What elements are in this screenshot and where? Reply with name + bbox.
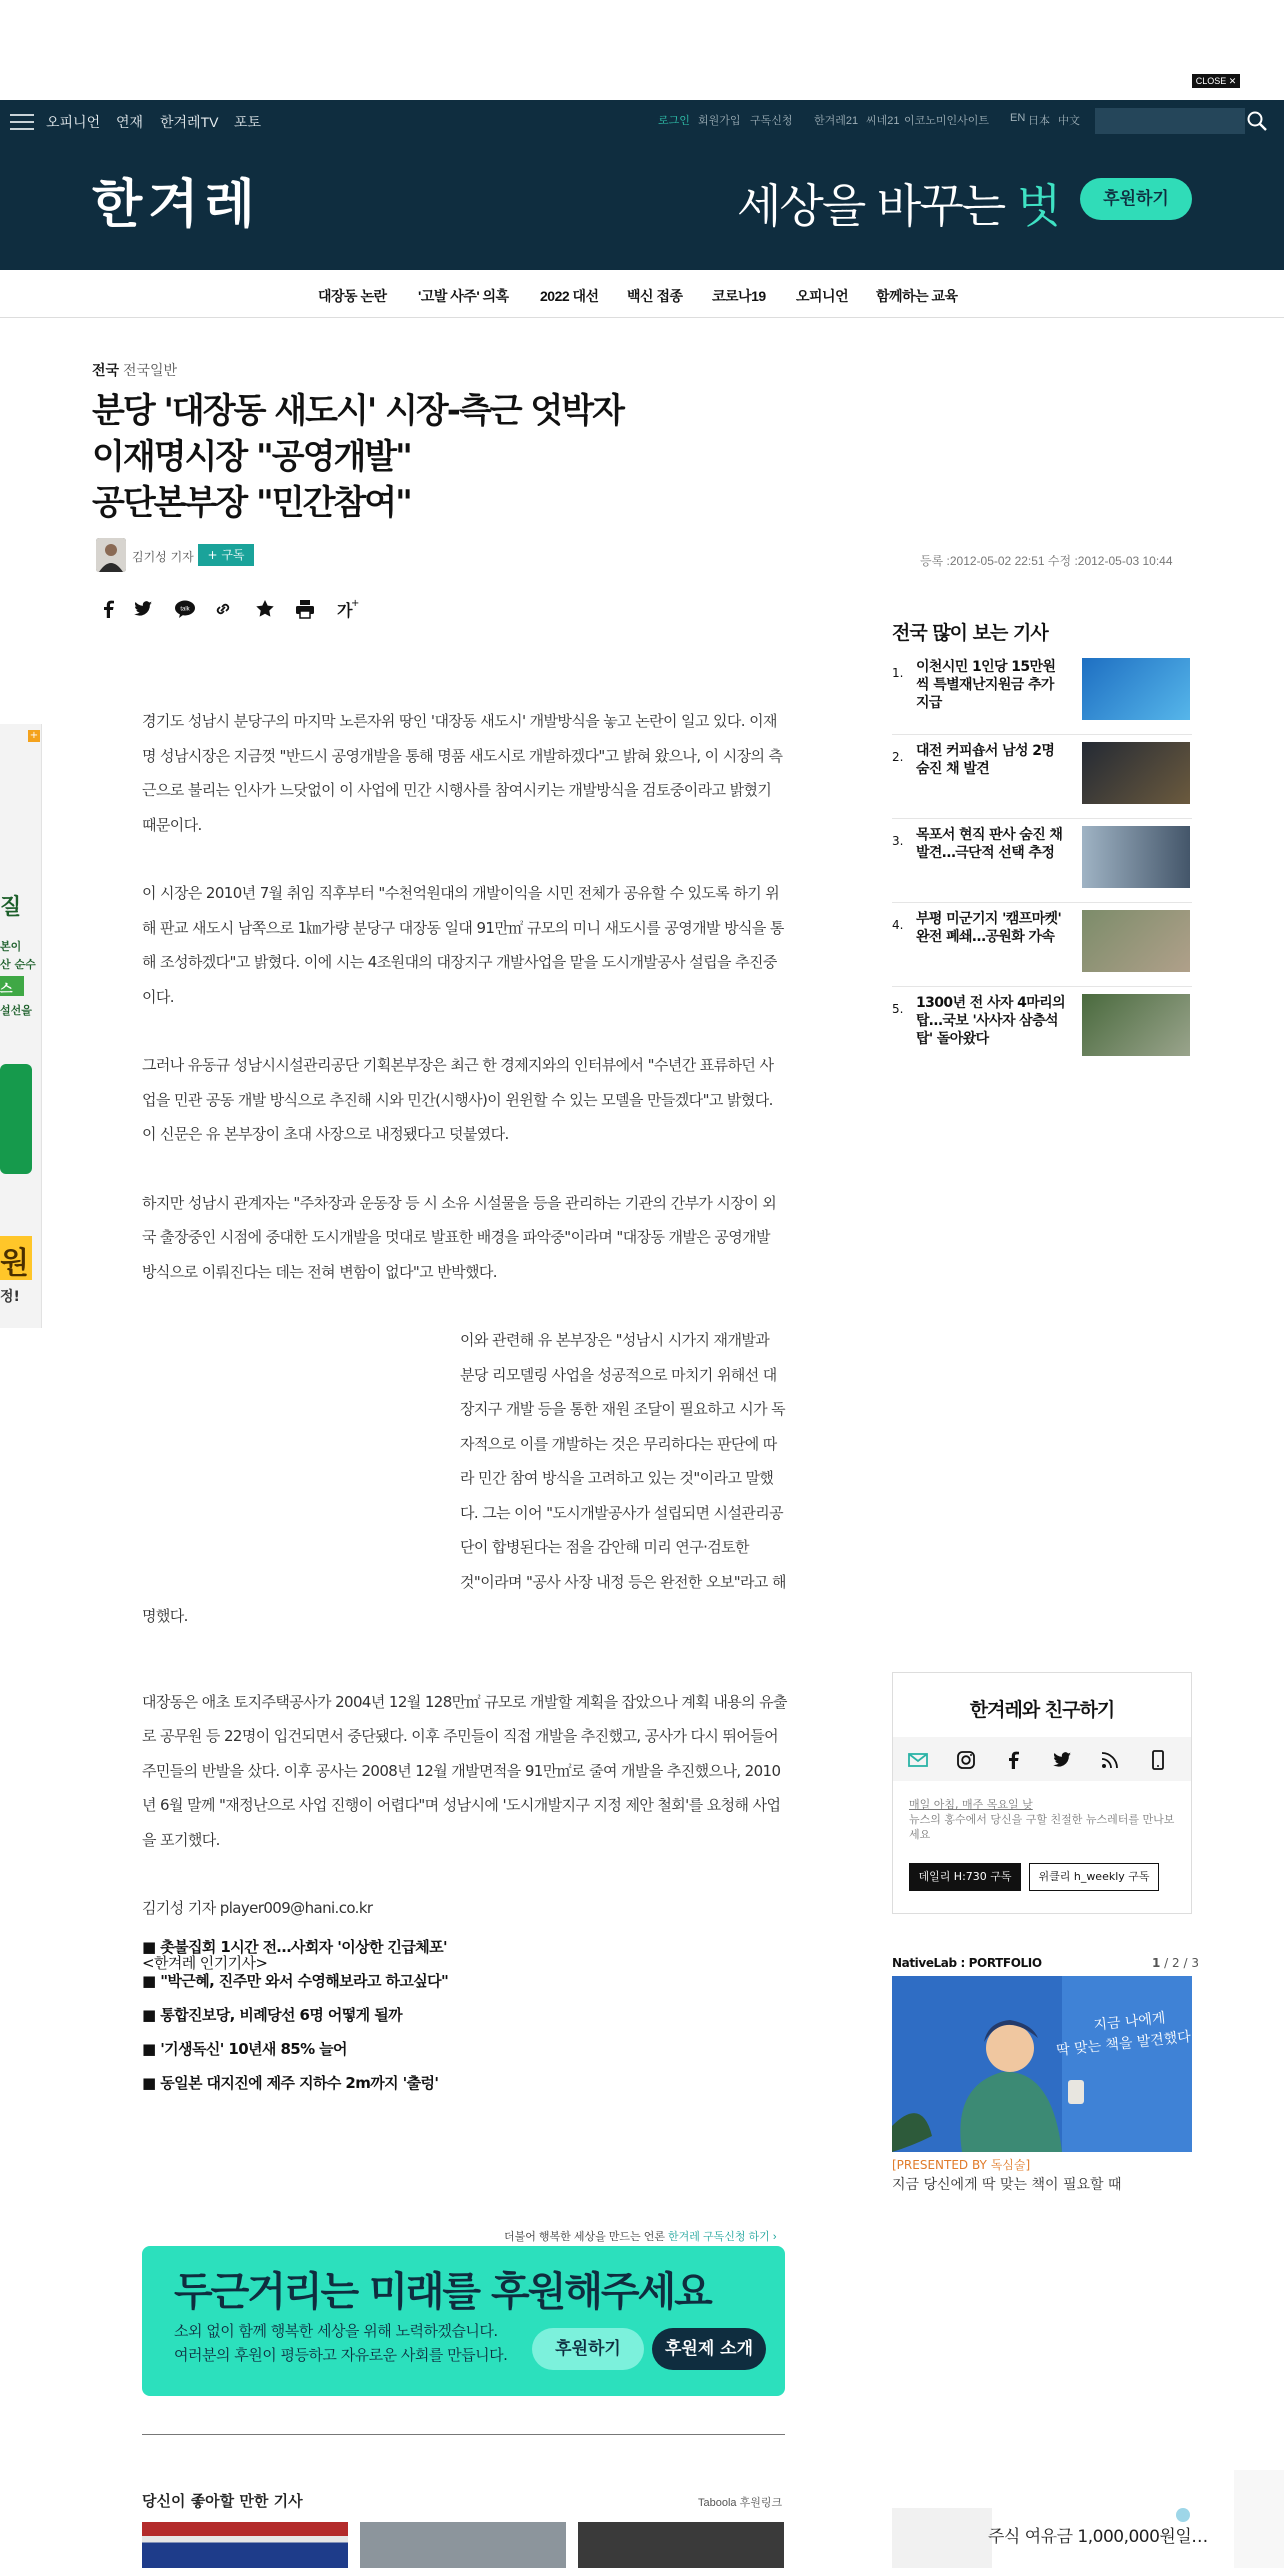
inline-ad-space (142, 1323, 460, 1599)
paragraph: 하지만 성남시 관계자는 "주차장과 운동장 등 시 소유 시설물을 등을 관리하는 기관의 간부가 시장이 외국 출장중인 시점에 중대한 도시개발을 멋대로 발표한 배경을 파악중"이라며 "대장동 개발은 공영개발 방식으로 이뤄진다는 데는 전혀 변함이 없다"고 반박했다. (142, 1193, 777, 1281)
native-ad-image[interactable] (892, 1976, 1192, 2152)
svg-text:가: 가 (337, 601, 353, 620)
newsletter-box (892, 1672, 1192, 1914)
popular-link[interactable]: ■ 통합진보당, 비례당선 6명 어떻게 될까 (142, 2006, 402, 2024)
support-button[interactable]: 후원하기 (532, 2328, 644, 2370)
print-icon[interactable] (292, 596, 318, 622)
breadcrumb-section[interactable]: 전국 (92, 362, 120, 378)
donate-headline: 두근거리는 미래를 후원해주세요 (174, 2269, 711, 2315)
divider (142, 2434, 785, 2435)
topic-vaccine[interactable]: 백신 접종 (627, 288, 683, 304)
news-thumb (1082, 994, 1190, 1056)
author-name[interactable]: 김기성 기자 (132, 550, 194, 564)
most-read-item[interactable]: 4. 부평 미군기지 '캠프마켓' 완전 폐쇄…공원화 가속 (892, 910, 1192, 994)
paragraph: 경기도 성남시 분당구의 마지막 노른자위 땅인 '대장동 새도시' 개발방식을 놓고 논란이 일고 있다. 이재명 성남시장은 지금껏 "반드시 공영개발을 통해 명품 새도시로 개발하겠다"고 밝혀 왔으나, 이 시장의 측근으로 불리는 인사가 느닷없이 이 사업에 민간 시행사를 참여시키는 개발방식을 검토중이라고 밝혔기 때문이다. (142, 712, 783, 834)
popular-link[interactable]: ■ 동일본 대지진에 제주 지하수 2m까지 '출렁' (142, 2074, 439, 2092)
adchoice-icon[interactable] (1176, 2508, 1190, 2522)
popular-link[interactable]: ■ 촛불집회 1시간 전…사회자 '이상한 긴급체포' (142, 1938, 448, 1956)
native-presented: [PRESENTED BY 독심술] (892, 2158, 1031, 2172)
lang-en[interactable]: EN (1010, 112, 1026, 124)
breadcrumb-subsection[interactable]: 전국일반 (122, 362, 178, 378)
topic-nav (0, 270, 1284, 318)
hani21-link[interactable]: 한겨레21 (814, 115, 859, 127)
daily-subscribe-button[interactable]: 데일리 H:730 구독 (909, 1863, 1021, 1891)
breadcrumb (92, 360, 177, 380)
taboola-label[interactable]: Taboola 후원링크 (698, 2497, 783, 2509)
economy-insight-link[interactable]: 이코노미인사이트 (904, 115, 990, 127)
topic-election[interactable]: 2022 대선 (540, 288, 599, 304)
most-read-item[interactable]: 3. 목포서 현직 판사 숨진 채 발견…극단적 선택 추정 (892, 826, 1192, 910)
most-read-title: 전국 많이 보는 기사 (892, 622, 1048, 644)
twitter-icon[interactable] (1049, 1747, 1075, 1773)
site-logo[interactable]: 한겨레 (92, 175, 261, 235)
nav-opinion[interactable]: 오피니언 (46, 114, 101, 130)
news-thumb (1082, 910, 1190, 972)
subscribe-link-note[interactable]: 한겨레 구독신청 하기 › (668, 2231, 777, 2243)
side-ad[interactable]: + 질 본이 산 순수 스 설선을 원 정! (0, 724, 42, 1328)
svg-text:지금 나에게: 지금 나에게 (1092, 2010, 1167, 2034)
svg-text:talk: talk (180, 606, 190, 613)
topic-daejang[interactable]: 대장동 논란 (318, 288, 387, 304)
nav-hani-tv[interactable]: 한겨레TV (160, 114, 219, 130)
native-label: NativeLab : PORTFOLIO (892, 1956, 1042, 1970)
close-ad-button[interactable]: CLOSE ✕ (1192, 74, 1240, 88)
support-intro-button[interactable]: 후원제 소개 (652, 2328, 766, 2370)
instagram-icon[interactable] (953, 1747, 979, 1773)
bookmark-star-icon[interactable] (252, 596, 278, 622)
facebook-icon[interactable] (1001, 1747, 1027, 1773)
paragraph: 대장동은 애초 토지주택공사가 2004년 12월 128만㎡ 규모로 개발할 계획을 잡았으나 계획 내용의 유출로 공무원 등 22명이 입건되면서 중단됐다. 이후 주민들이 직접 개발을 추진했고, 공사가 다시 뛰어들어 주민들의 반발을 샀다. 이후 공사는 2008년 12월 개발면적을 91만㎡로 줄여 개발을 추진했으나, 2010년 6월 말께 "재정난으로 사업 진행이 어렵다"며 성남시에 '도시개발지구 지정 제안 철회'를 요청해 사업을 포기했다. (142, 1692, 787, 1849)
native-pagination[interactable]: 1 / 2 / 3 (1152, 1956, 1199, 1970)
nav-series[interactable]: 연재 (116, 114, 144, 130)
svg-text:딱 맞는 책을 발견했다: 딱 맞는 책을 발견했다 (1055, 2029, 1192, 2060)
paragraph: 이와 관련해 유 본부장은 "성남시 시가지 재개발과 분당 리모델링 사업을 성공적으로 마치기 위해선 대장지구 개발 등을 통한 재원 조달이 필요하고 시가 독자적으로 이를 개발하는 것은 무리하다는 판단에 따라 민간 참여 방식을 고려하고 있는 것"이라고 말했다. 그는 이어 "도시개발공사가 설립되면 시설관리공단이 합병된다는 점을 감안해 미리 연구·검토한 것"이라며 "공사 사장 내정 등은 완전한 오보"라고 해명했다. (142, 1331, 786, 1625)
scroll-top-button[interactable] (1234, 2470, 1284, 2568)
ad-close-icon[interactable]: + (29, 730, 39, 741)
lang-jp[interactable]: 日本 (1028, 115, 1050, 127)
donate-banner[interactable]: 두근거리는 미래를 후원해주세요 소외 없이 함께 행복한 세상을 위해 노력하겠습니다. 여러분의 후원이 평등하고 자유로운 사회를 만듭니다. 후원하기 후원제 소개 (142, 2246, 785, 2396)
login-link[interactable]: 로그인 (658, 115, 690, 127)
mobile-icon[interactable] (1145, 1747, 1171, 1773)
topic-covid[interactable]: 코로나19 (712, 288, 766, 304)
recommend-thumb[interactable] (360, 2522, 566, 2568)
recommend-title: 당신이 좋아할 만한 기사 (142, 2492, 303, 2510)
newsletter-desc: 매일 아침, 매주 목요일 낮 뉴스의 홍수에서 당신을 구할 친절한 뉴스레터를 만나보세요 (909, 1798, 1175, 1841)
ad-blank-area (0, 0, 1284, 100)
paragraph: 그러나 유동규 성남시시설관리공단 기획본부장은 최근 한 경제지와의 인터뷰에서 "수년간 표류하던 사업을 민관 공동 개발 방식으로 추진해 시와 민간(시행사)이 윈윈할 수 있는 모델을 만들겠다"고 밝혔다. 이 신문은 유 본부장이 초대 사장으로 내정됐다고 덧붙였다. (142, 1056, 774, 1143)
donate-note: 더불어 행복한 세상을 만드는 언론 한겨레 구독신청 하기 › (504, 2231, 777, 2243)
signup-link[interactable]: 회원가입 (698, 115, 741, 127)
topic-opinion[interactable]: 오피니언 (796, 288, 849, 304)
avatar[interactable] (96, 538, 126, 572)
popular-link[interactable]: ■ "박근혜, 진주만 와서 수영해보라고 하고싶다" (142, 1972, 449, 1990)
friends-title: 한겨레와 친구하기 (969, 1699, 1115, 1721)
newsletter-icon[interactable] (905, 1747, 931, 1773)
paragraph: 이 시장은 2010년 7월 취임 직후부터 "수천억원대의 개발이익을 시민 전체가 공유할 수 있도록 하기 위해 판교 새도시 남쪽으로 1㎞가량 분당구 대장동 일대 91만㎡ 규모의 미니 새도시를 공영개발 방식을 통해 조성하겠다"고 밝혔다. 이에 시는 4조원대의 대장지구 개발사업을 맡을 도시개발공사 설립을 추진중이다. (142, 884, 784, 1006)
topic-gobal[interactable]: '고발 사주' 의혹 (418, 288, 509, 304)
taboola-ad-text[interactable]: 주식 여유금 1,000,000원일… (988, 2527, 1208, 2547)
link-icon[interactable] (210, 596, 236, 622)
weekly-subscribe-button[interactable]: 위클리 h_weekly 구독 (1029, 1863, 1159, 1891)
slogan: 세상을 바꾸는 벗 (737, 179, 1060, 233)
most-read-item[interactable]: 2. 대전 커피숍서 남성 2명 숨진 채 발견 (892, 742, 1192, 826)
news-thumb (1082, 742, 1190, 804)
nav-photo[interactable]: 포토 (234, 114, 262, 130)
facebook-icon[interactable] (96, 596, 122, 622)
donate-button[interactable]: 후원하기 (1080, 178, 1192, 220)
font-size-icon[interactable] (334, 596, 360, 622)
taboola-ad-thumb[interactable] (892, 2508, 992, 2568)
site-header (0, 100, 1284, 270)
lang-cn[interactable]: 中文 (1058, 115, 1080, 127)
popular-heading: <한겨레 인기기사> (142, 1953, 268, 1972)
menu-icon[interactable] (10, 114, 34, 130)
most-read-item[interactable]: 1. 이천시민 1인당 15만원씩 특별재난지원금 추가 지급 (892, 658, 1192, 742)
rss-icon[interactable] (1097, 1747, 1123, 1773)
popular-links (142, 1936, 787, 2106)
byline-email: 김기성 기자 player009@hani.co.kr (142, 1899, 373, 1917)
twitter-icon[interactable] (130, 596, 156, 622)
recommend-thumb[interactable] (578, 2522, 784, 2568)
social-links (893, 1737, 1191, 1781)
search-input[interactable] (1095, 108, 1245, 134)
kakaotalk-icon[interactable] (172, 596, 198, 622)
news-thumb (1082, 826, 1190, 888)
article-title: 분당 '대장동 새도시' 시장-측근 엇박자 이재명시장 "공영개발" 공단본부장 "민간참여" (92, 391, 623, 523)
author-subscribe-button[interactable]: + 구독 (198, 544, 254, 566)
subscribe-link[interactable]: 구독신청 (750, 115, 793, 127)
cine21-link[interactable]: 씨네21 (866, 115, 900, 127)
article-body (142, 704, 787, 1997)
search-icon[interactable] (1246, 110, 1268, 132)
topic-education[interactable]: 함께하는 교육 (876, 288, 958, 304)
most-read-item[interactable]: 5. 1300년 전 사자 4마리의 탑…국보 '사사자 삼층석탑' 돌아왔다 (892, 994, 1192, 1078)
svg-text:+: + (351, 598, 360, 609)
recommend-thumb[interactable] (142, 2522, 348, 2568)
article-dates: 등록 :2012-05-02 22:51 수정 :2012-05-03 10:44 (920, 554, 1173, 568)
news-thumb (1082, 658, 1190, 720)
native-caption[interactable]: 지금 당신에게 딱 맞는 책이 필요할 때 (892, 2177, 1122, 2193)
popular-link[interactable]: ■ '기생독신' 10년새 85% 늘어 (142, 2040, 347, 2058)
